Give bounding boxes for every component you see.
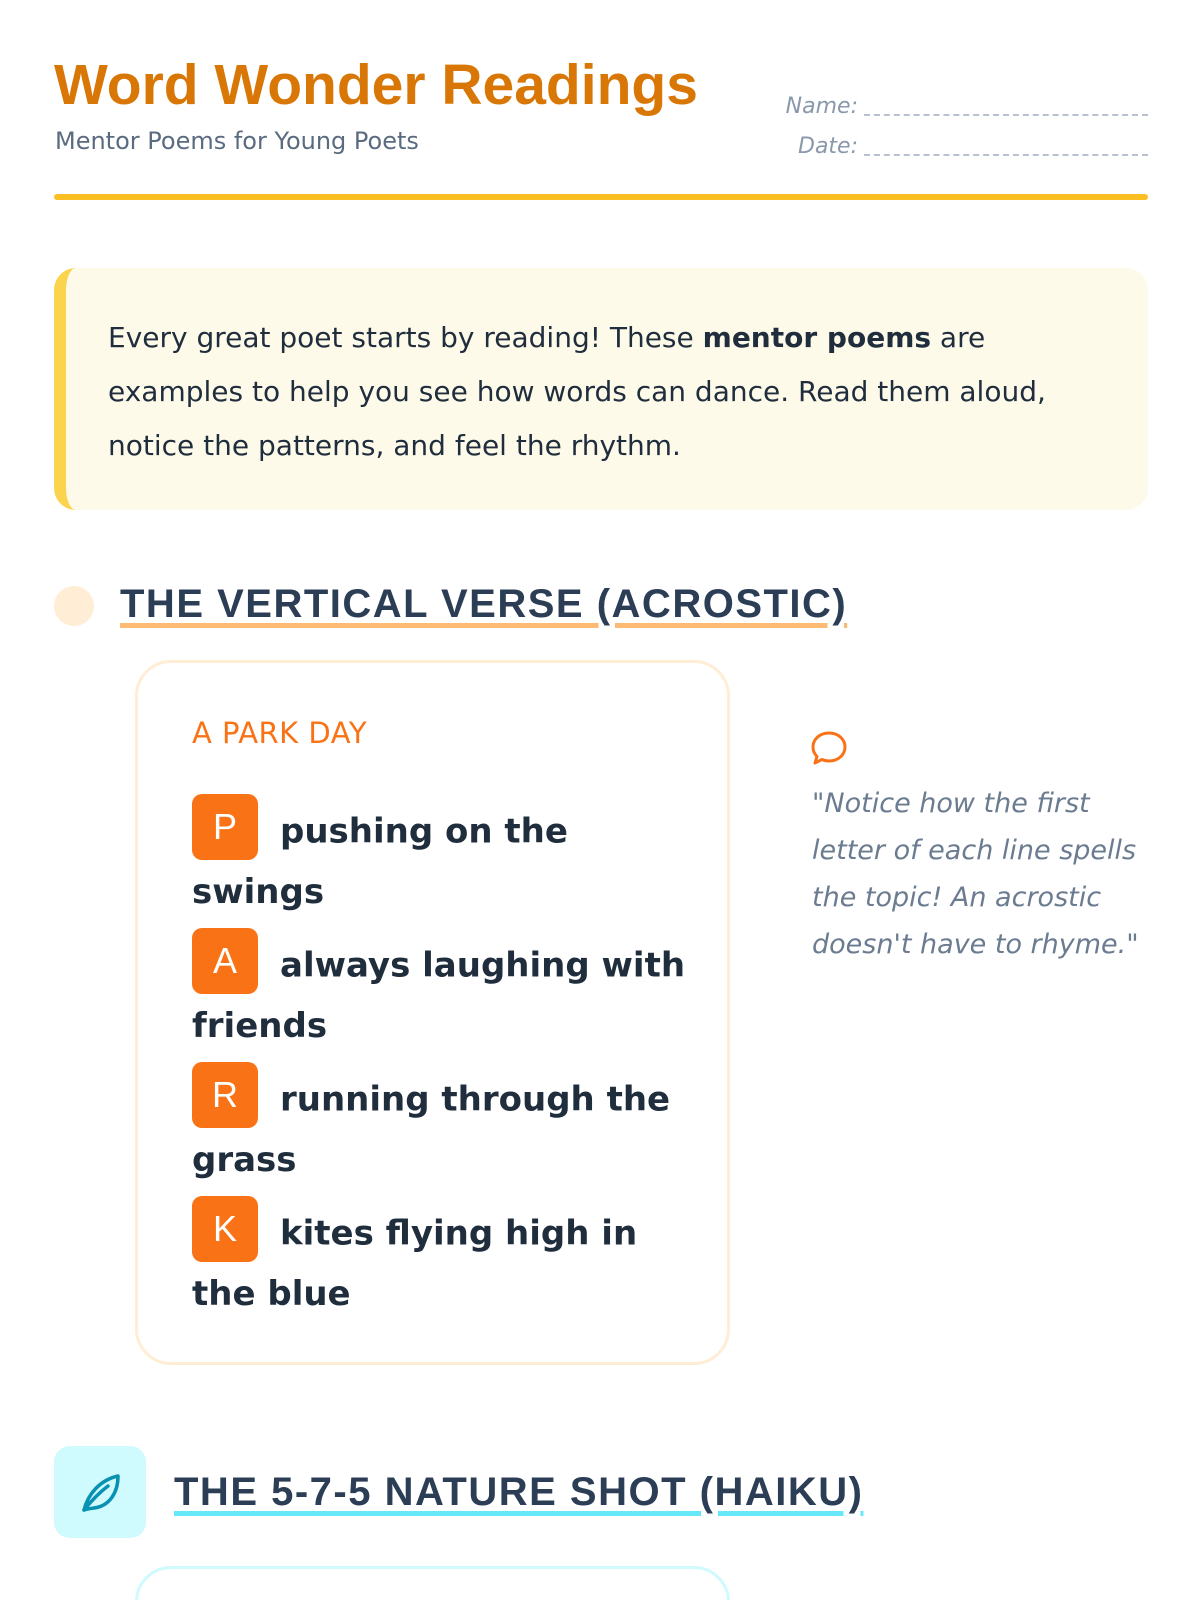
header-divider <box>54 194 1148 200</box>
leaf-icon-badge <box>54 1446 146 1538</box>
intro-text-start: Every great poet starts by reading! These <box>108 321 703 354</box>
name-blank-line[interactable] <box>864 114 1148 116</box>
date-label: Date: <box>798 134 858 159</box>
page-title: Word Wonder Readings <box>54 53 698 117</box>
poem-line <box>192 800 692 919</box>
acrostic-letter-badge: K <box>192 1196 258 1262</box>
section-title-haiku: THE 5-7-5 NATURE SHOT (HAIKU) <box>174 1470 864 1514</box>
intro-callout <box>54 268 1148 510</box>
poem-line <box>192 934 692 1053</box>
poem-title: A PARK DAY <box>192 716 368 750</box>
name-field[interactable] <box>778 92 1148 120</box>
poem-line-text: kites flying high in the blue <box>192 1213 638 1314</box>
speech-bubble-icon <box>809 728 849 768</box>
acrostic-letter-badge: R <box>192 1062 258 1128</box>
circle-dot-icon <box>54 586 94 626</box>
date-field[interactable] <box>778 132 1148 160</box>
date-blank-line[interactable] <box>864 154 1148 156</box>
poem-line-text: pushing on the swings <box>192 811 568 912</box>
leaf-icon <box>74 1466 126 1518</box>
acrostic-letter-badge: P <box>192 794 258 860</box>
poem-card-haiku <box>135 1566 730 1600</box>
page-subtitle: Mentor Poems for Young Poets <box>55 127 419 155</box>
poem-line <box>192 1068 692 1187</box>
poem-line-text: always laughing with friends <box>192 945 686 1046</box>
intro-text-bold: mentor poems <box>702 321 932 354</box>
poem-line <box>192 1202 692 1321</box>
section-title-acrostic: THE VERTICAL VERSE (ACROSTIC) <box>120 582 848 626</box>
acrostic-letter-badge: A <box>192 928 258 994</box>
teacher-note: "Notice how the first letter of each line spells the topic! An acrostic doesn't have to rhyme." <box>812 788 1139 960</box>
intro-text-end: are examples to help you see how words can dance. Read them aloud, notice the patterns, and feel the rhythm. <box>108 321 1046 462</box>
name-label: Name: <box>785 94 858 119</box>
poem-line-text: running through the grass <box>192 1079 671 1180</box>
